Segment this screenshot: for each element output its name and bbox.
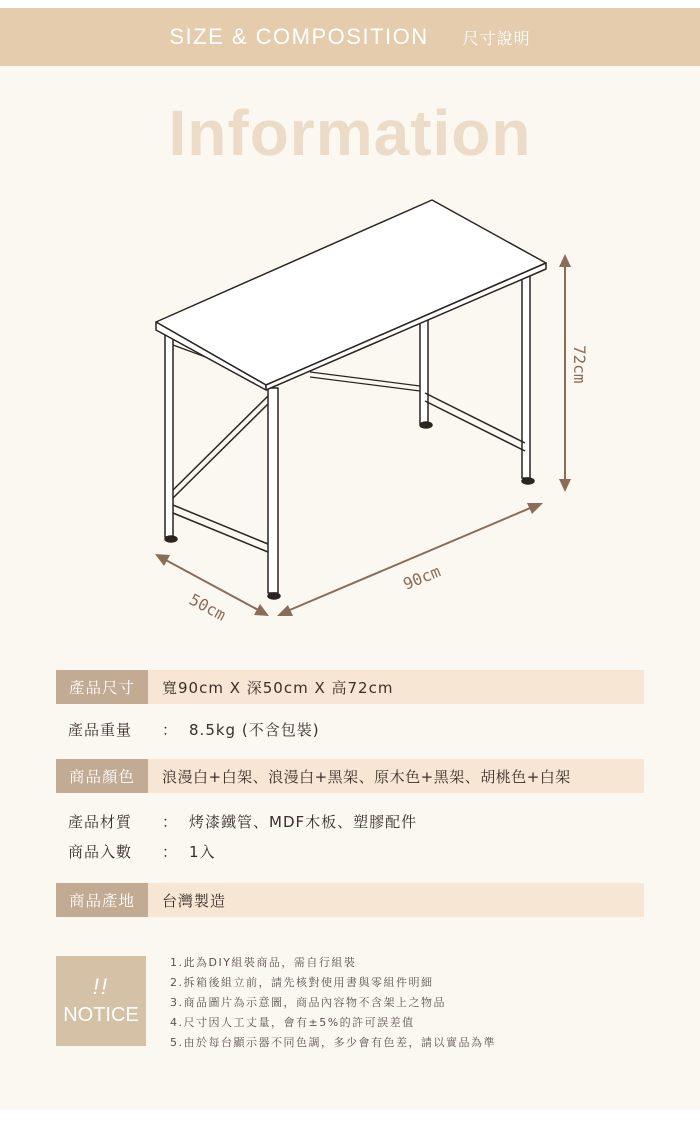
back-right-leg <box>522 268 530 478</box>
material-colon: ： <box>162 812 178 831</box>
height-arrowhead-top <box>559 254 571 267</box>
notice-item: 3.商品圖片為示意圖，商品內容物不含架上之物品 <box>170 996 446 1009</box>
spec-row-contents <box>56 834 644 868</box>
weight-label: 產品重量 <box>68 720 133 739</box>
spec-row-size <box>56 670 644 704</box>
contents-colon: ： <box>162 842 178 861</box>
material-value: 烤漆鐵管、MDF木板、塑膠配件 <box>189 812 418 831</box>
spec-row-weight <box>56 712 644 746</box>
exclamation-icon: !! <box>92 973 110 999</box>
contents-value: 1入 <box>189 842 216 861</box>
weight-value: 8.5kg (不含包裝) <box>189 720 320 739</box>
back-left-leg <box>420 318 428 424</box>
spec-row-material <box>56 804 644 838</box>
notice-item: 5.由於每台顯示器不同色調，多少會有色差，請以實品為準 <box>170 1036 496 1049</box>
header-title-zh: 尺寸說明 <box>462 28 531 48</box>
width-label: 90cm <box>400 561 444 594</box>
origin-tag: 商品產地 <box>56 883 148 917</box>
notice-badge <box>56 956 146 1046</box>
height-arrowhead-bottom <box>559 479 571 492</box>
spec-row-color <box>56 759 644 793</box>
notice-list <box>170 953 496 1053</box>
notice-item: 1.此為DIY組裝商品，需自行組裝 <box>170 956 357 969</box>
origin-value: 台灣製造 <box>162 891 227 910</box>
contents-label: 商品入數 <box>68 842 133 861</box>
front-left-leg <box>165 330 173 537</box>
spec-row-origin <box>56 883 644 917</box>
notice-item: 2.拆箱後組立前，請先核對使用書與零組件明細 <box>170 976 434 989</box>
size-tag: 產品尺寸 <box>56 670 148 704</box>
notice-item: 4.尺寸因人工丈量，會有±5%的許可誤差值 <box>170 1016 415 1029</box>
size-value: 寬90cm X 深50cm X 高72cm <box>162 678 394 697</box>
width-arrow <box>285 506 535 612</box>
header-title-en: SIZE & COMPOSITION <box>169 24 429 49</box>
notice-label: NOTICE <box>63 1003 139 1026</box>
color-tag: 商品顏色 <box>56 759 148 793</box>
color-value: 浪漫白+白架、浪漫白+黑架、原木色+黑架、胡桃色+白架 <box>162 767 571 786</box>
weight-colon: ： <box>162 720 178 739</box>
information-title: Information <box>168 97 532 169</box>
material-label: 產品材質 <box>68 812 133 831</box>
front-right-leg <box>268 388 278 593</box>
desk-illustration <box>156 200 546 599</box>
depth-label: 50cm <box>186 589 230 625</box>
height-label: 72cm <box>570 345 589 384</box>
